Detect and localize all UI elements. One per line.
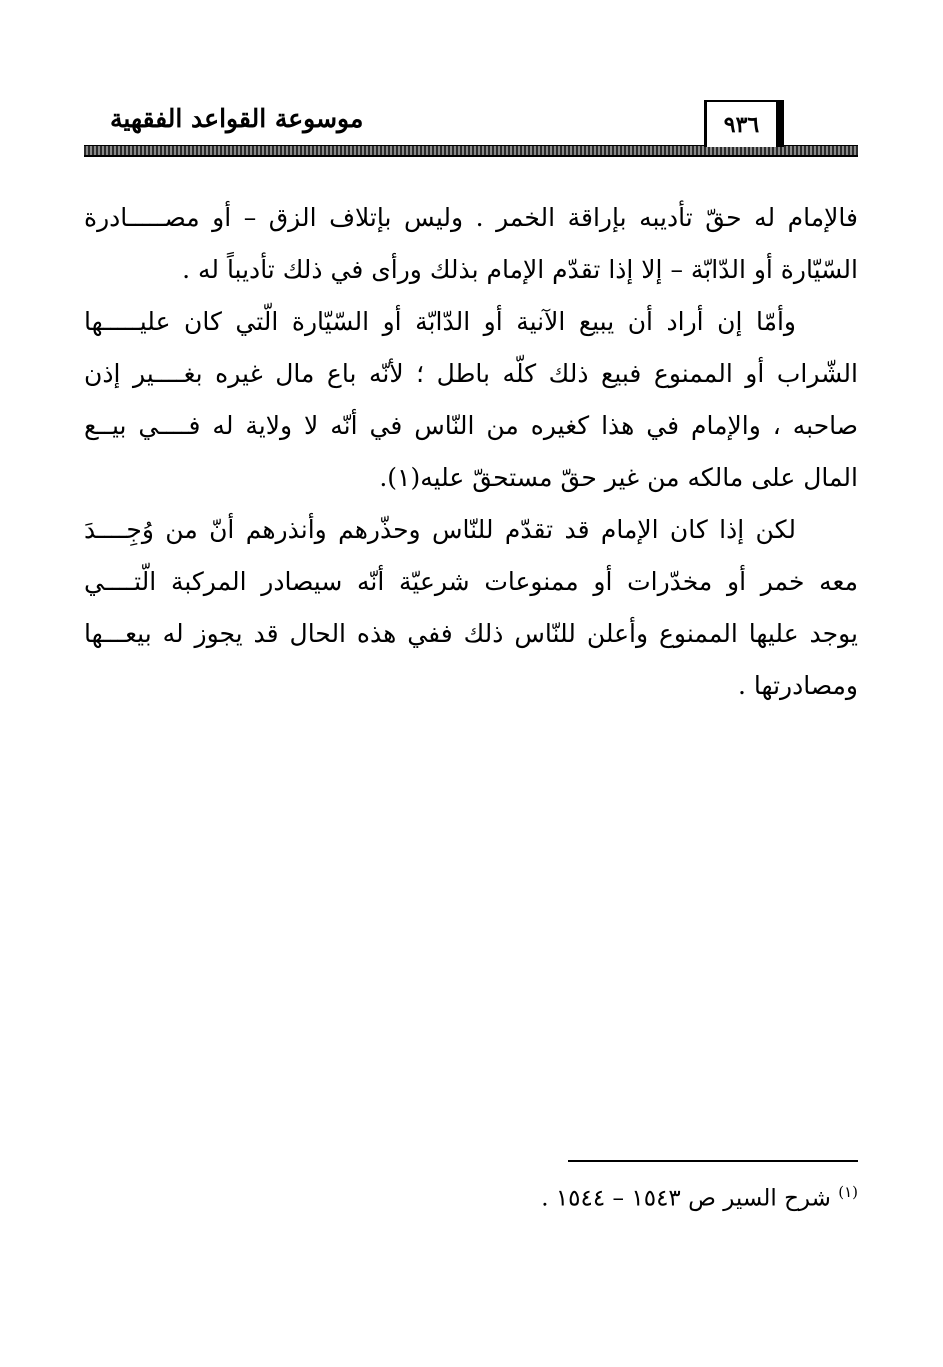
text-line: لكن إذا كان الإمام قد تقدّم للنّاس وحذّرهم وأنذرهم أنّ من وُجِــــدَ (84, 515, 796, 544)
page-number: ٩٣٦ (723, 112, 760, 138)
text-line: صاحبه ، والإمام في هذا كغيره من النّاس في أنّه لا ولاية له فــــي بيــع (84, 411, 858, 440)
text-line: معه خمر أو مخدّرات أو ممنوعات شرعيّة أنّه سيصادر المركبة الّتــــي (84, 567, 858, 596)
footnote-marker: (١) (838, 1183, 858, 1201)
text-line: فالإمام له حقّ تأديبه بإراقة الخمر . وليس بإتلاف الزق – أو مصـــــادرة (84, 203, 858, 232)
text-line: الشّراب أو الممنوع فبيع ذلك كلّه باطل ؛ لأنّه باع مال غيره بغــــير إذن (84, 359, 858, 388)
footnote (541, 1172, 858, 1219)
text-line: السّيّارة أو الدّابّة – إلا إذا تقدّم الإمام بذلك ورأى في ذلك تأديباً له . (182, 255, 858, 284)
footnote-rule (568, 1160, 858, 1162)
footnote-text: شرح السير ص ١٥٤٣ – ١٥٤٤ . (541, 1185, 831, 1212)
main-text (84, 192, 858, 712)
text-line: يوجد عليها الممنوع وأعلن للنّاس ذلك ففي هذه الحال قد يجوز له بيعـــها (84, 619, 858, 648)
text-line: وأمّا إن أراد أن يبيع الآنية أو الدّابّة أو السّيّارة الّتي كان عليـــــها (84, 307, 796, 336)
text-line: المال على مالكه من غير حقّ مستحقّ عليه(١). (379, 463, 858, 492)
book-title: موسوعة القواعد الفقهية (110, 104, 364, 133)
running-header (84, 100, 858, 158)
page-number-box (704, 100, 784, 147)
text-line: ومصادرتها . (738, 671, 858, 700)
